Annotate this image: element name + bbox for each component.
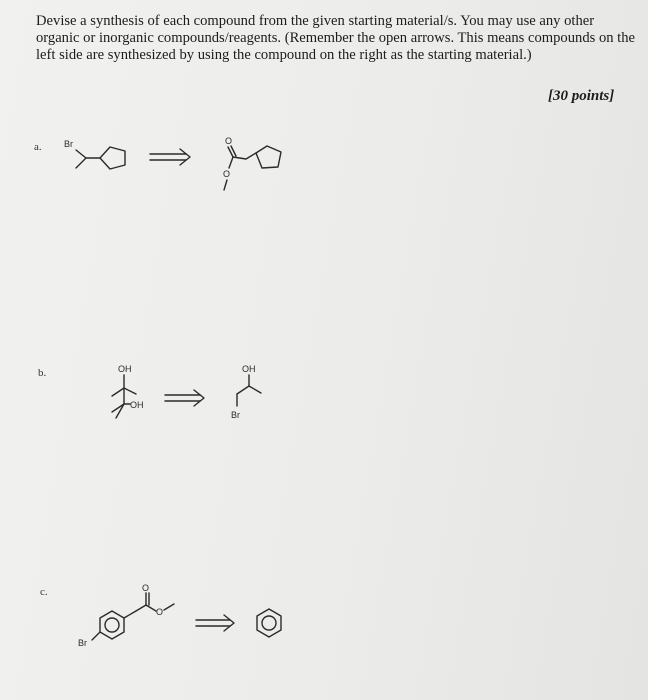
atom-label-o-ester: O [223,169,231,179]
problem-c-label: c. [40,586,48,598]
atom-label-br-c: Br [78,638,87,648]
atom-label-o-ester-c: O [156,607,164,617]
retrosynthesis-arrow-icon [196,615,234,631]
points-label: [30 points] [548,88,615,104]
atom-label-oh-top: OH [118,364,132,374]
instructions-text: Devise a synthesis of each compound from the given starting material/s. You may use any other organic or inorganic compounds/reagents. (Remember the open arrows. This means compounds on the left side are synthesized by using the compound on the right as the starting material.) [36,13,636,63]
problem-c-starting-molecule-benzene [257,609,281,637]
atom-label-oh-right: OH [242,364,256,374]
atom-label-oh-side: OH [130,400,144,410]
atom-label-br: Br [64,139,73,149]
problem-b-label: b. [38,367,47,379]
problem-c-target-molecule [78,583,174,648]
atom-label-o-carbonyl: O [225,136,233,146]
atom-label-o-carbonyl-c: O [142,583,150,593]
atom-label-br-b: Br [231,410,240,420]
problem-a-label: a. [34,141,42,153]
